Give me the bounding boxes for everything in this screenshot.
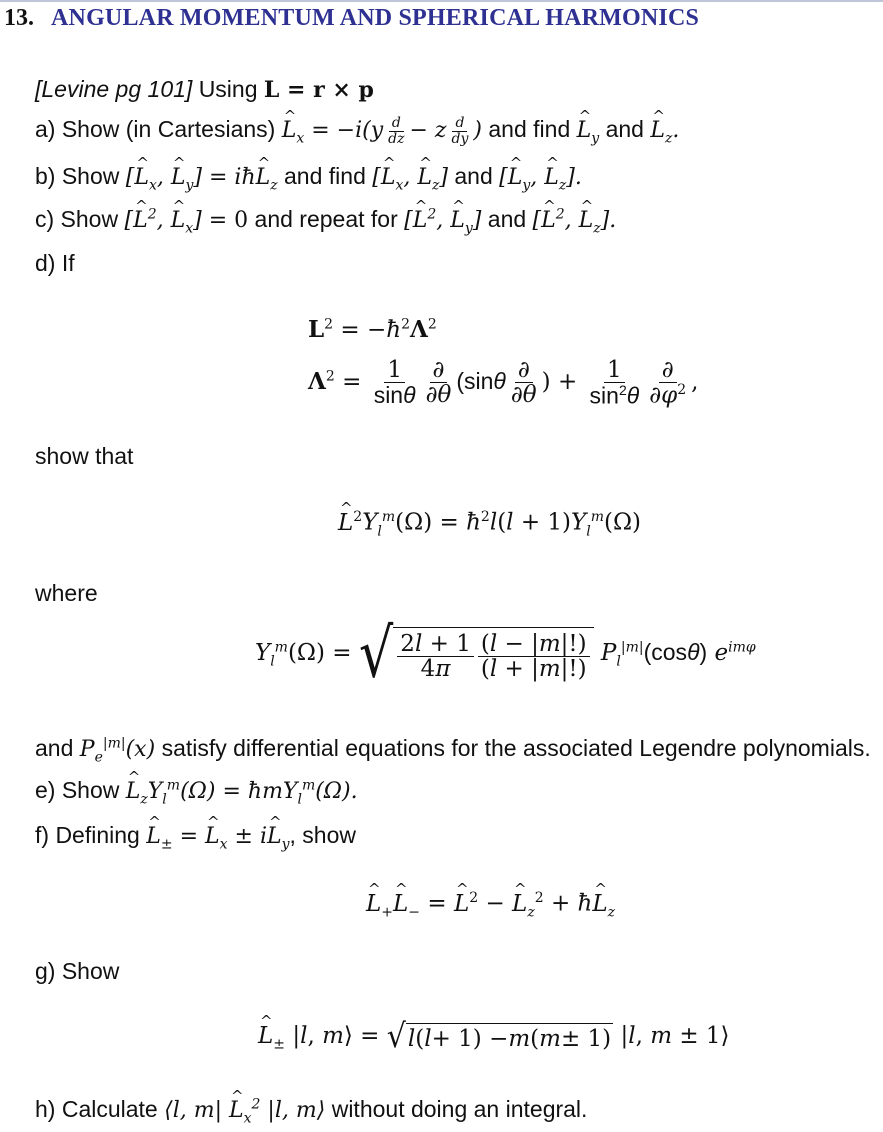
part-c: c) Show [^ $L^2$, ^ $L_x] = 0$ and repeat for [^ $L^2$, ^ $L_y$] and [^ $L^2$, ^ $L_z$]. — [35, 206, 616, 236]
eq-eigen-L2: ^ $L^2Y_l^m(\Omega)$ = $ħ^2l(l + 1)Y_l^m(\Omega)$ — [338, 509, 641, 539]
part-a-mid: and find — [488, 116, 571, 143]
part-c-label: c) Show — [35, 206, 119, 232]
part-f: f) Defining ^ $L_\pm$ = ^ $L_x$ ± i^ $L_y$, show — [35, 822, 356, 852]
part-h: h) Calculate ⟨l, m| ^ $L_x^2$ |l, m⟩ without doing an integral. — [35, 1096, 587, 1126]
eq-ladder-product: ^ $L_+\^{}$ $L_-$ = ^ $L^2$ − ^ $L_z^2$ + ħ^ $L_z$ — [366, 890, 615, 920]
eq-L2: $L^2$ = $-ħ^2\Lambda^2$ — [308, 316, 437, 343]
part-f-tail: , show — [289, 822, 356, 848]
eq-Ylm: $Y_l^m(\Omega)$ = √ $\frac{2l + 1}{4\pi}$ $\frac{(l - |m|!)}{(l + |m|!)}$ $P_l^{|m|}(\cos\theta)$ $e^{im\varphi}$ — [255, 614, 756, 693]
section-number: 13. — [4, 5, 34, 31]
section-title: ANGULAR MOMENTUM AND SPHERICAL HARMONICS — [51, 5, 700, 31]
top-rule — [0, 0, 883, 2]
part-f-label: f) Defining — [35, 822, 140, 848]
part-g-label: g) Show — [35, 958, 120, 984]
part-d-label: d) If — [35, 250, 75, 276]
part-b-label: b) Show — [35, 163, 120, 189]
part-c-and: and — [487, 206, 527, 232]
part-g — [35, 958, 119, 985]
part-c-mid: and repeat for — [254, 206, 398, 232]
part-d — [35, 250, 75, 277]
part-b: b) Show [^ $L_x$, ^ $L_y$] = iħ^ $L_z$ and find [^ $L_x$, ^ $L_z$] and [^ $L_y$, ^ $L_z$]. — [35, 163, 582, 193]
intro-line — [35, 76, 374, 103]
part-b-and: and — [454, 163, 493, 189]
part-e: e) Show ^ $L_zY_l^m(\Omega)$ = ħmY$_l^m$(Ω). — [35, 777, 358, 807]
part-h-tail: without doing an integral. — [331, 1096, 588, 1122]
part-e-label: e) Show — [35, 777, 120, 803]
reference: [Levine pg 101] — [35, 76, 193, 102]
part-d-tail-text: satisfy differential equations for the associated Legendre polynomials. — [161, 735, 871, 761]
show-that: show that — [35, 443, 134, 469]
where: where — [35, 580, 98, 606]
part-a: a) Show (in Cartesians) ^ $L_x = -i(y$ $\frac{d}{dz}$ − z $\frac{d}{dy}$ ) and find ^ $L_y$ and ^ $L_z$. — [35, 116, 679, 147]
part-d-tail: and $P_e^{|m|}(x)$ satisfy differential equations for the associated Legendre polynomials. — [35, 735, 871, 766]
part-a-label: a) Show (in Cartesians) — [35, 116, 276, 143]
intro-formula: L = r × p — [263, 77, 374, 103]
eq-Lambda2: $\Lambda^2$ = $\frac{1}{\sin\theta}$ $\frac{\partial}{\partial\theta}$ (sinθ $\frac{\partial}{\partial\theta}$ ) + $\frac{1}{\sin^2\theta}$ $\frac{\partial}{\partial\varphi^2}$ , — [308, 357, 699, 409]
section-header — [4, 5, 699, 32]
part-b-mid: and find — [284, 163, 366, 189]
eq-ladder-action: ^ $L_\pm$ |l, m⟩ = √ l ( l + 1) − m ( m ± 1) |l, m ± 1⟩ — [258, 1022, 730, 1053]
part-a-and: and — [605, 116, 644, 143]
part-h-label: h) Calculate — [35, 1096, 158, 1122]
intro-text: Using — [198, 76, 258, 102]
part-d-tail-and: and — [35, 735, 74, 761]
